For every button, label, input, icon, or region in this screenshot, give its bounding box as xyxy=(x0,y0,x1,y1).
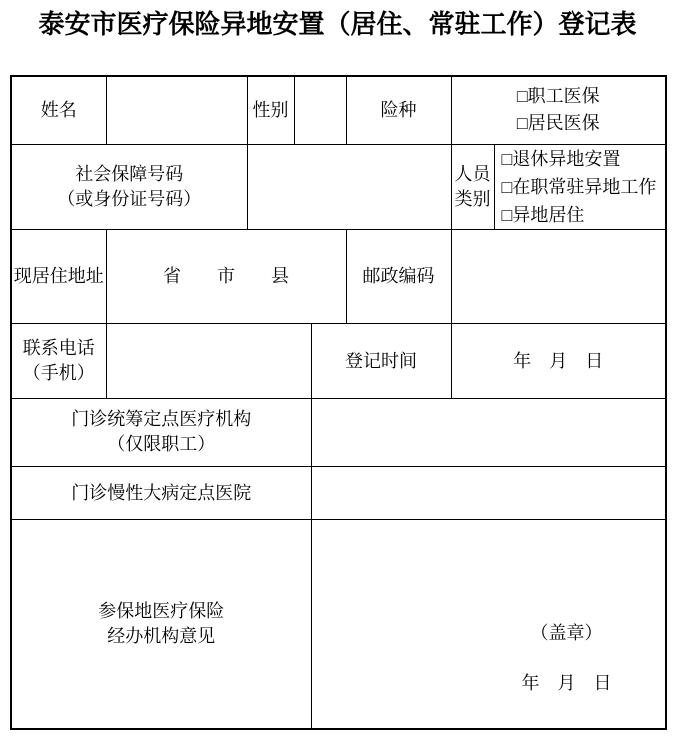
stamp-date-hint: 年 月 日 xyxy=(521,672,612,693)
agency-opinion-input-cell[interactable] xyxy=(311,519,666,729)
chronic-hospital-input-cell[interactable] xyxy=(311,466,666,519)
reg-time-label: 登记时间 xyxy=(311,323,451,398)
row-outpatient-org xyxy=(11,398,666,466)
phone-label-line2: （手机） xyxy=(22,362,95,383)
personnel-category-label-line1: 人员 xyxy=(454,163,491,184)
row-chronic-hospital xyxy=(11,466,666,519)
checkbox-option-retired-relocation[interactable]: □退休异地安置 xyxy=(501,148,621,169)
phone-input-cell[interactable] xyxy=(106,323,311,398)
outpatient-org-label-line1: 门诊统筹定点医疗机构 xyxy=(71,409,252,429)
personnel-category-label xyxy=(451,144,494,229)
outpatient-org-label xyxy=(11,398,311,466)
ssn-label xyxy=(11,144,247,229)
reg-time-date-hint: 年 月 日 xyxy=(513,350,604,371)
postal-code-label: 邮政编码 xyxy=(346,229,451,323)
gender-label: 性别 xyxy=(247,76,294,144)
personnel-category-label-line2: 类别 xyxy=(454,188,491,209)
ssn-input-cell[interactable] xyxy=(247,144,451,229)
checkbox-option-resident-insurance[interactable]: □居民医保 xyxy=(516,113,600,134)
name-input-cell[interactable] xyxy=(106,76,247,144)
chronic-hospital-label: 门诊慢性大病定点医院 xyxy=(11,466,311,519)
checkbox-option-employee-insurance[interactable]: □职工医保 xyxy=(516,86,600,107)
name-label: 姓名 xyxy=(11,76,106,144)
checkbox-option-working-remote[interactable]: □在职常驻异地工作 xyxy=(501,176,657,197)
personnel-options-cell xyxy=(494,144,666,229)
page-title: 泰安市医疗保险异地安置（居住、常驻工作）登记表 xyxy=(38,9,637,39)
row-name-gender-insurance xyxy=(11,76,666,144)
agency-opinion-label-line2: 经办机构意见 xyxy=(107,625,216,646)
insurance-type-label: 险种 xyxy=(346,76,451,144)
stamp-block xyxy=(462,620,667,696)
address-label: 现居住地址 xyxy=(11,229,106,323)
ssn-label-line2: （或身份证号码） xyxy=(57,188,202,209)
row-agency-opinion xyxy=(11,519,666,729)
reg-time-input-cell[interactable] xyxy=(451,323,666,398)
agency-opinion-label-line1: 参保地医疗保险 xyxy=(98,600,225,621)
address-input-cell[interactable] xyxy=(106,229,346,323)
postal-code-input-cell[interactable] xyxy=(451,229,666,323)
row-phone-regtime xyxy=(11,323,666,398)
ssn-label-line1: 社会保障号码 xyxy=(75,163,184,184)
checkbox-option-remote-residence[interactable]: □异地居住 xyxy=(501,204,585,225)
address-province-city-county-hint: 省 市 县 xyxy=(163,266,289,286)
insurance-options-cell xyxy=(451,76,666,144)
gender-input-cell[interactable] xyxy=(294,76,346,144)
agency-opinion-label xyxy=(11,519,311,729)
row-address-postal xyxy=(11,229,666,323)
registration-form-table xyxy=(10,75,667,730)
outpatient-org-input-cell[interactable] xyxy=(311,398,666,466)
stamp-hint: （盖章） xyxy=(530,622,603,643)
phone-label xyxy=(11,323,106,398)
row-ssn-personnel xyxy=(11,144,666,229)
phone-label-line1: 联系电话 xyxy=(22,337,95,358)
outpatient-org-label-line2: （仅限职工） xyxy=(107,434,216,454)
